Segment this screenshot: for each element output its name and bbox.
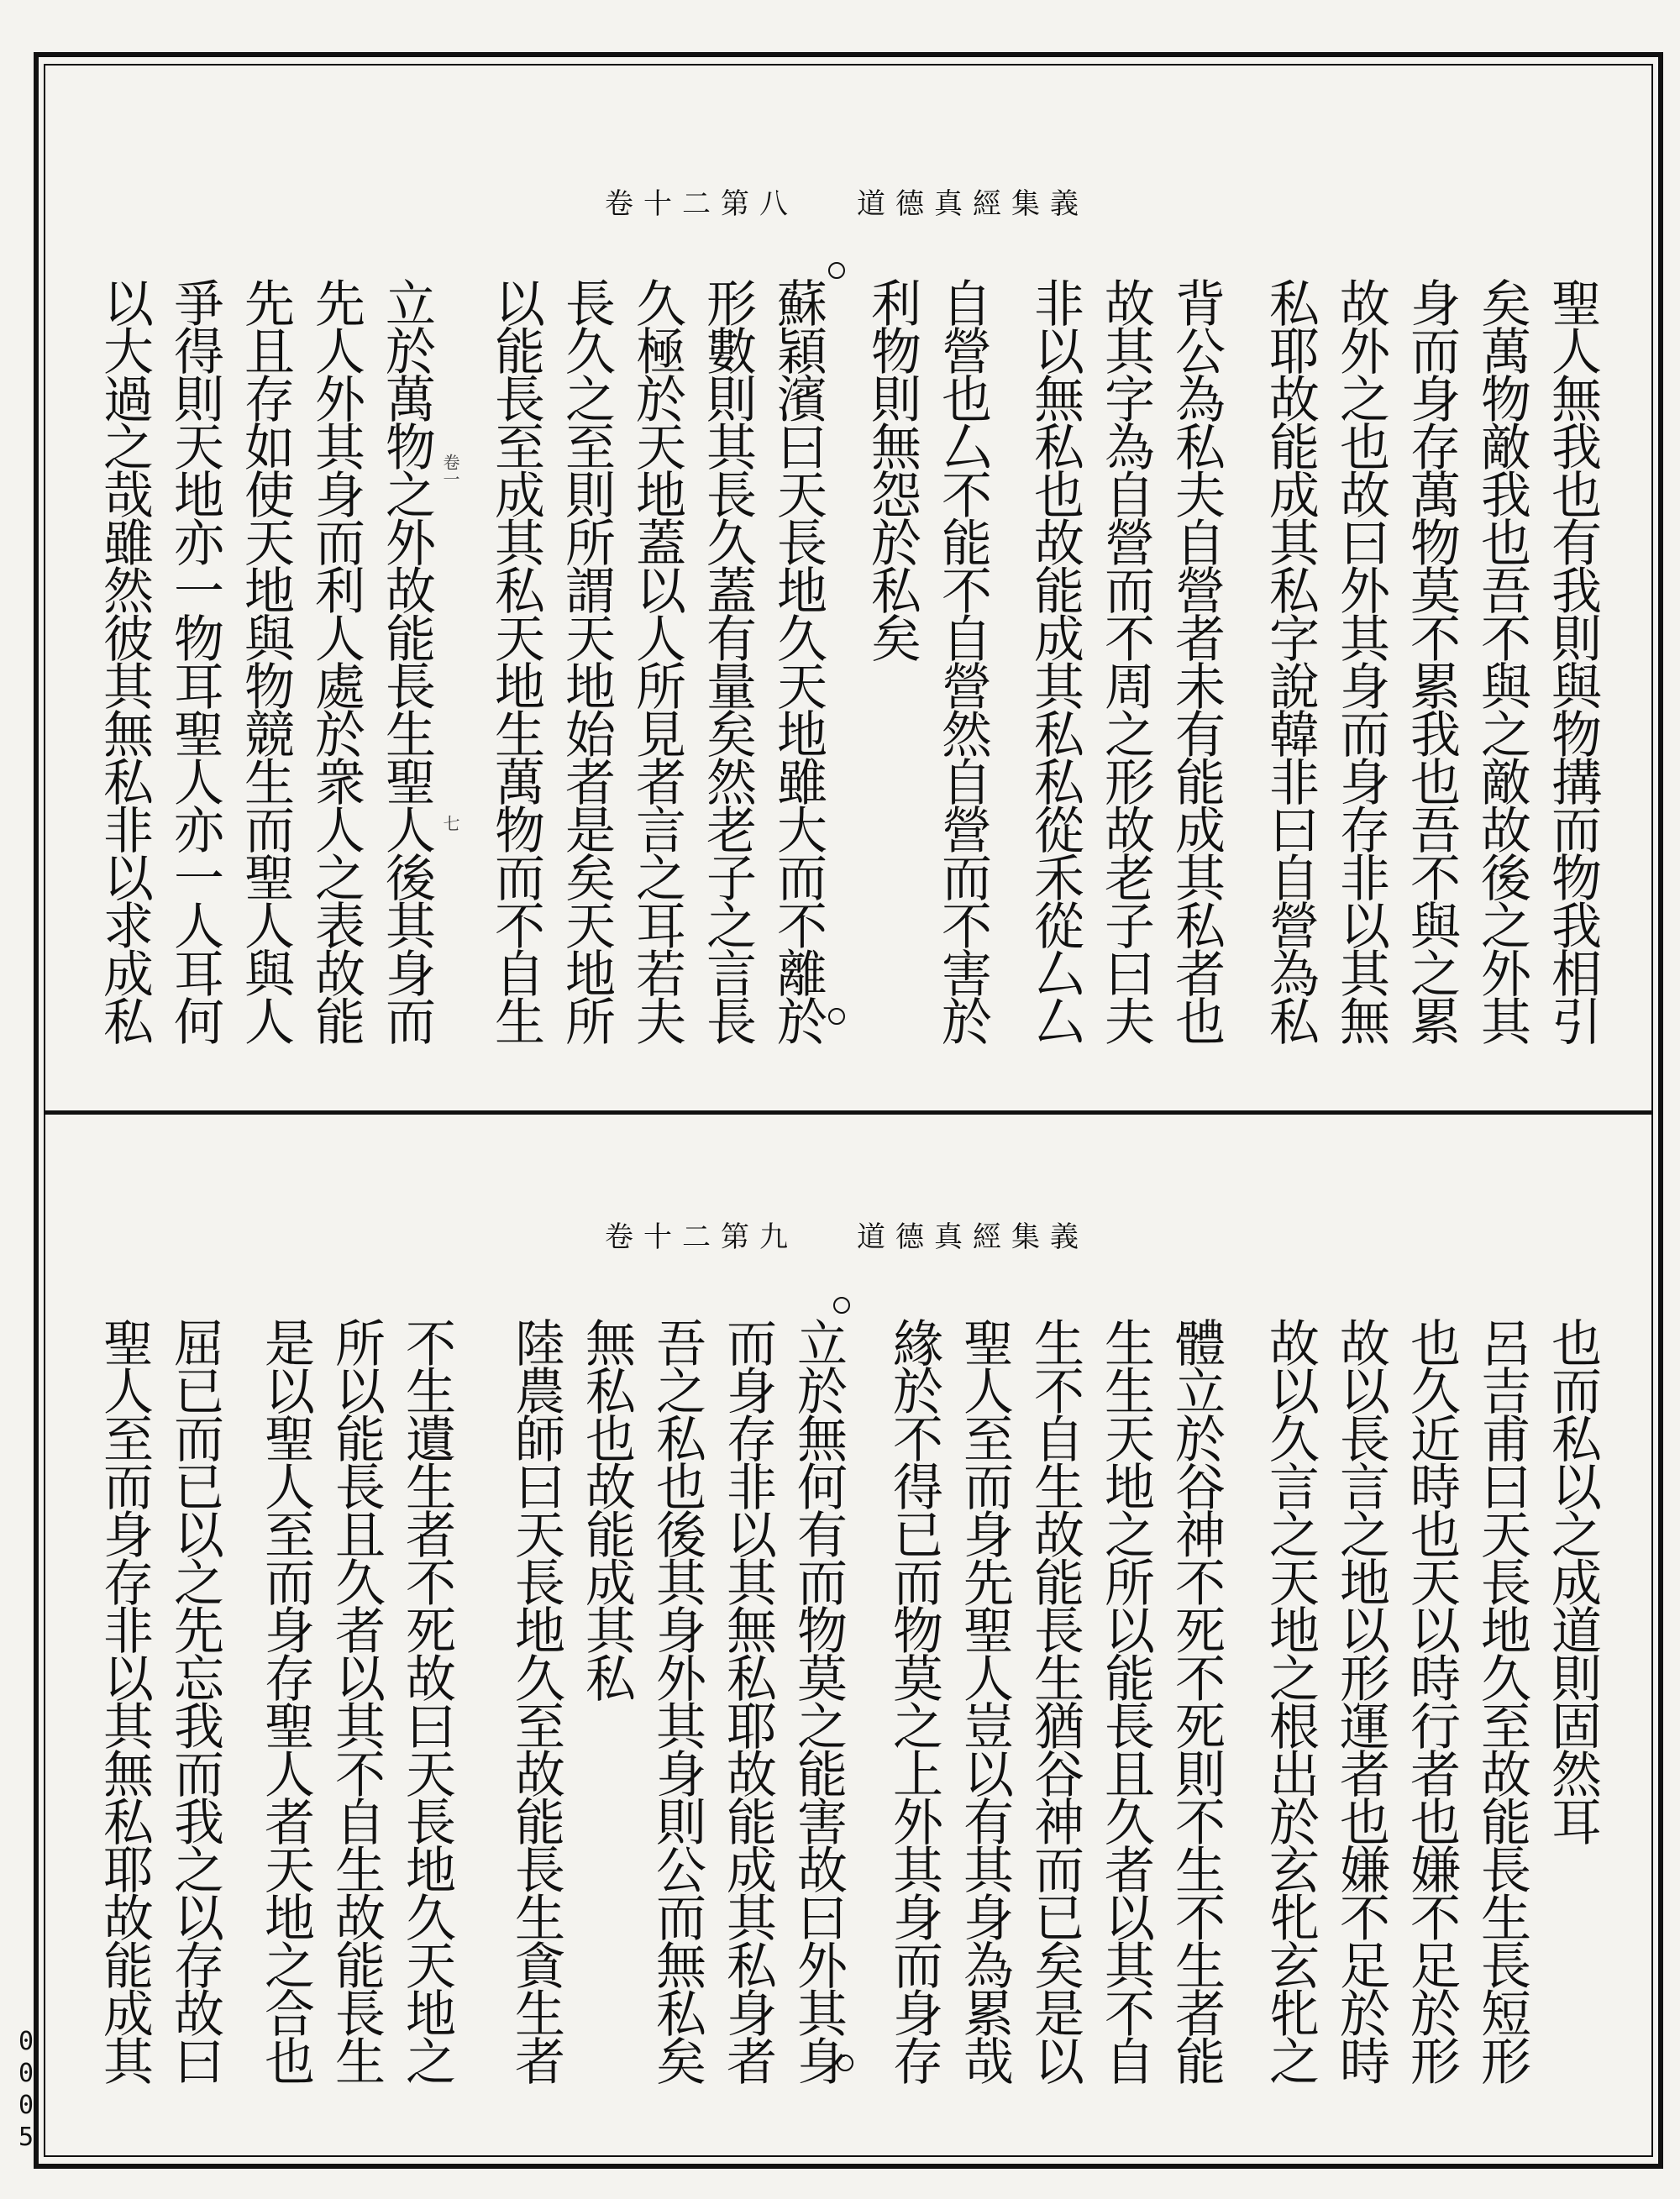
bottom-text-column-10: 緣於不得已而物莫之上外其身而身存 [885,1317,943,2083]
top-text-column-5: 私耶故能成其私字說韓非曰自營為私 [1261,277,1320,1043]
top-running-header [605,187,1089,221]
page-number-digit: 0 [18,2027,34,2056]
page-number-digit: 5 [18,2123,34,2152]
bottom-text-column-16: 不生遺生者不死故曰天長地久天地之 [397,1317,456,2083]
top-text-column-15: 以能長至成其私天地生萬物而不自生 [486,277,545,1043]
bottom-text-column-6: 體立於谷神不死不死則不生不生者能 [1167,1317,1226,2083]
bottom-text-column-19: 屈已而已以之先忘我而我之以存故曰 [165,1317,224,2083]
top-text-column-14: 長久之至則所謂天地始者是矣天地所 [557,277,616,1043]
top-text-column-16: 立於萬物之外故能長生聖人後其身而 [377,277,436,1043]
top-text-column-7: 故其字為自營而不周之形故老子曰夫 [1096,277,1155,1043]
bottom-text-column-14: 無私也故能成其私 [577,1317,636,1700]
bottom-text-column-3: 也久近時也天以時行者也嫌不足於形 [1402,1317,1461,2083]
top-text-column-6: 背公為私夫自營者未有能成其私者也 [1167,277,1226,1043]
top-text-column-19: 爭得則天地亦一物耳聖人亦一人耳何 [165,277,224,1043]
top-text-column-3: 身而身存萬物莫不累我也吾不與之累 [1402,277,1461,1043]
top-header-volume: 卷十二第八 [605,187,798,221]
top-text-column-17: 先人外其身而利人處於衆人之表故能 [307,277,365,1043]
page-number [15,2026,37,2154]
page-number-digit: 0 [18,2091,34,2120]
bottom-text-column-9: 聖人至而身先聖人豈以有其身為累哉 [955,1317,1014,2083]
bottom-running-header [605,1220,1089,1254]
bottom-text-column-17: 所以能長且久者以其不自生故能長生 [327,1317,386,2083]
bottom-header-volume: 卷十二第九 [605,1220,798,1254]
top-header-book: 道德真經集義 [857,187,1089,221]
margin-note-volume: 卷一 [440,454,460,487]
top-text-column-9: 自營也厶不能不自營然自營而不害於 [933,277,992,1043]
top-text-column-8: 非以無私也故能成其私私從禾從厶厶 [1026,277,1084,1043]
page-number-digit: 0 [18,2059,34,2088]
top-text-column-20: 以大過之哉雖然彼其無私非以求成私 [95,277,154,1043]
bottom-text-column-12: 而身存非以其無私耶故能成其私身者 [718,1317,777,2083]
half-page-divider [44,1110,1653,1115]
bottom-text-column-2: 呂吉甫曰天長地久至故能長生長短形 [1473,1317,1531,2083]
top-text-column-11: 蘇穎濱曰天長地久天地雖大而不離於 [769,277,827,1043]
top-text-column-10: 利物則無怨於私矣 [863,277,921,660]
collation-circle [828,262,845,279]
collation-circle [833,1297,850,1314]
bottom-text-column-7: 生生天地之所以能長且久者以其不自 [1096,1317,1155,2083]
bottom-text-column-5: 故以久言之天地之根出於玄牝玄牝之 [1261,1317,1320,2083]
top-text-column-1: 聖人無我也有我則與物搆而物我相引 [1543,277,1602,1043]
top-text-column-13: 久極於天地蓋以人所見者言之耳若夫 [627,277,686,1043]
bottom-text-column-15: 陸農師曰天長地久至故能長生貪生者 [507,1317,565,2083]
top-text-column-12: 形數則其長久蓋有量矣然老子之言長 [698,277,757,1043]
bottom-text-column-1: 也而私以之成道則固然耳 [1543,1317,1602,1844]
top-text-column-4: 故外之也故曰外其身而身存非以其無 [1331,277,1390,1043]
margin-note-folio: 七 [440,815,460,832]
top-text-column-18: 先且存如使天地與物競生而聖人與人 [236,277,295,1043]
bottom-text-column-13: 吾之私也後其身外其身則公而無私矣 [648,1317,706,2083]
bottom-text-column-8: 生不自生故能長生猶谷神而已矣是以 [1026,1317,1084,2083]
bottom-header-book: 道德真經集義 [857,1220,1089,1254]
bottom-text-column-4: 故以長言之地以形運者也嫌不足於時 [1331,1317,1390,2083]
bottom-text-column-20: 聖人至而身存非以其無私耶故能成其 [95,1317,154,2083]
bottom-text-column-18: 是以聖人至而身存聖人者天地之合也 [256,1317,315,2083]
bottom-text-column-11: 立於無何有而物莫之能害故曰外其身 [789,1317,848,2083]
top-text-column-2: 矣萬物敵我也吾不與之敵故後之外其 [1473,277,1531,1043]
